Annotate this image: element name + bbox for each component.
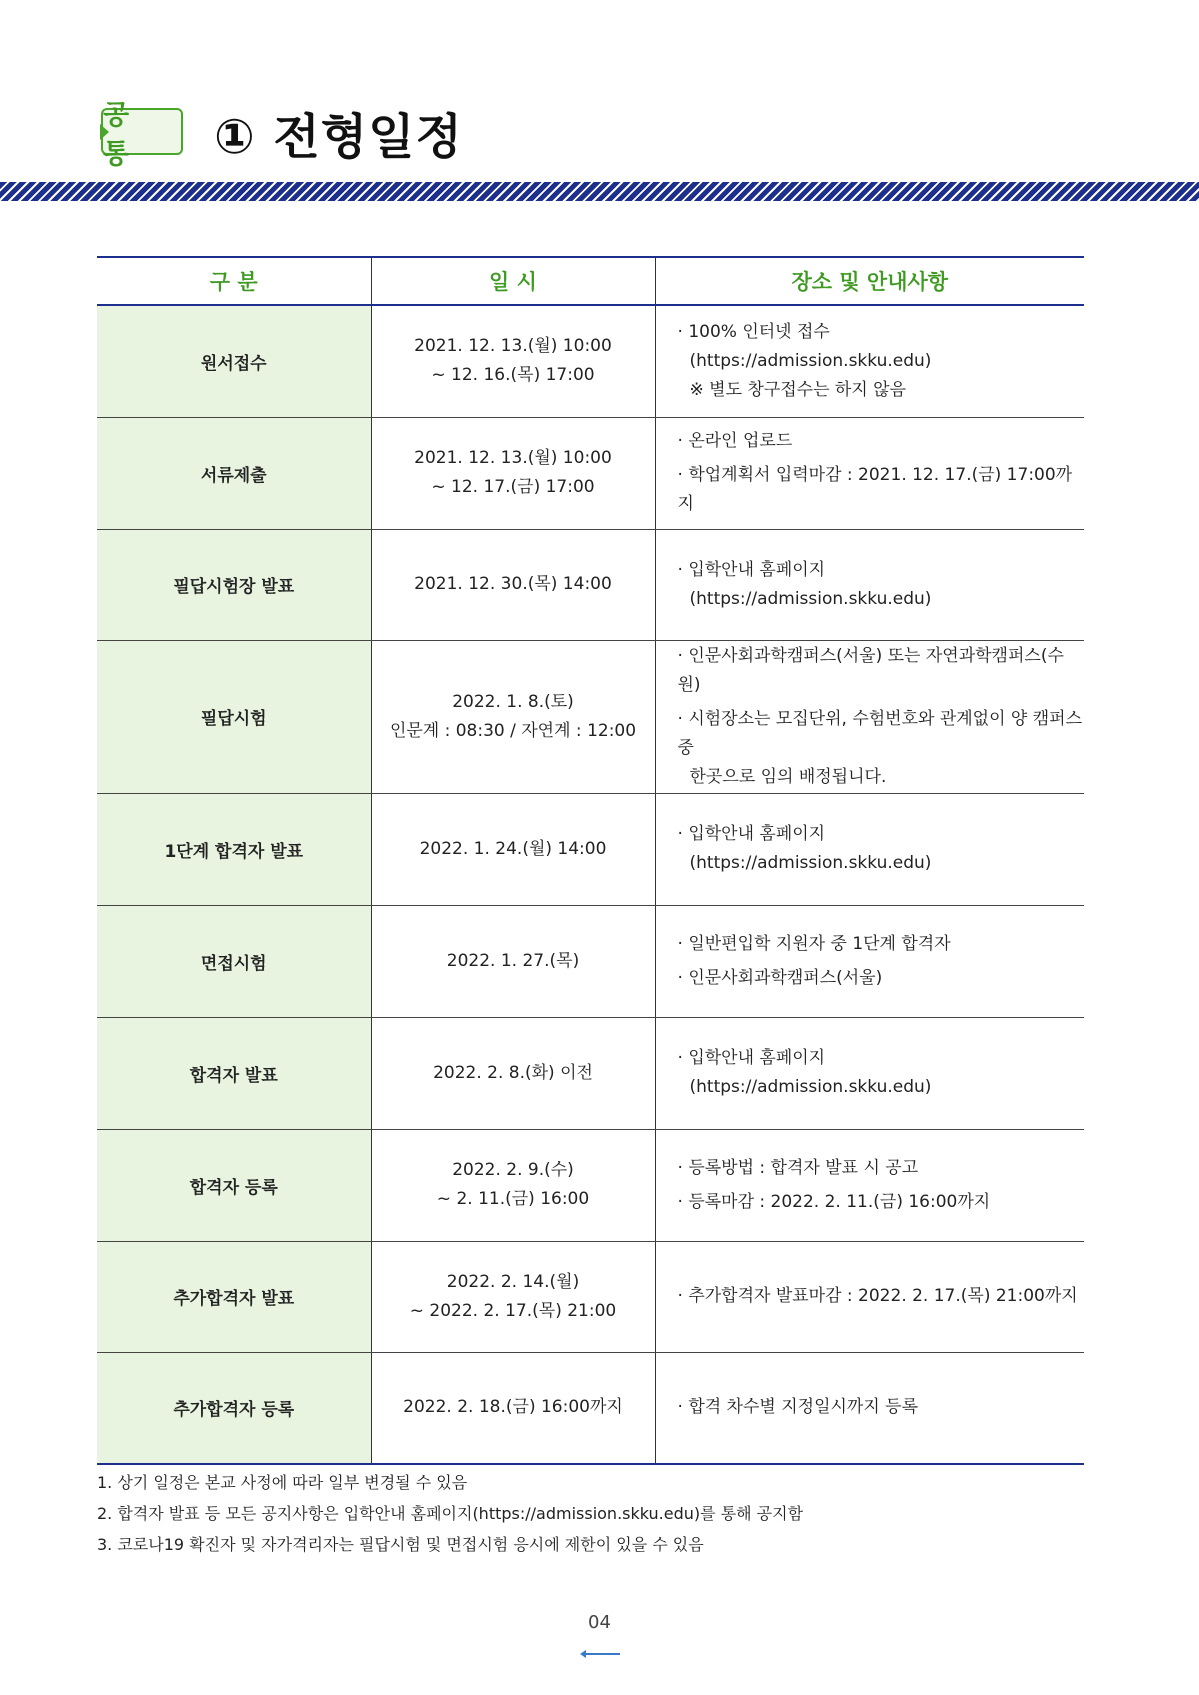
date-line: 2021. 12. 13.(월) 10:00 bbox=[414, 448, 612, 468]
info-line: · 인문사회과학캠퍼스(서울) bbox=[678, 964, 1084, 993]
table-row bbox=[97, 1017, 1084, 1129]
row-category: 서류제출 bbox=[97, 417, 371, 529]
row-date bbox=[371, 529, 655, 640]
badge-arrow-icon bbox=[100, 124, 109, 140]
table-row bbox=[97, 905, 1084, 1017]
row-info bbox=[655, 905, 1084, 1017]
date-line: 2021. 12. 13.(월) 10:00 bbox=[414, 336, 612, 357]
row-date bbox=[371, 640, 655, 793]
table-row bbox=[97, 417, 1084, 529]
info-line: · 등록방법 : 합격자 발표 시 공고 bbox=[678, 1154, 1084, 1183]
row-date bbox=[371, 1352, 655, 1464]
section-badge bbox=[101, 99, 183, 170]
row-category: 면접시험 bbox=[97, 905, 371, 1017]
info-line: · 합격 차수별 지정일시까지 등록 bbox=[678, 1393, 1084, 1422]
row-date bbox=[371, 417, 655, 529]
info-link-text: (https://admission.skku.edu) bbox=[689, 588, 932, 609]
row-info bbox=[655, 1352, 1084, 1464]
date-line: 2022. 1. 8.(토) bbox=[452, 691, 574, 712]
date-line: 2022. 2. 8.(화) 이전 bbox=[433, 1062, 593, 1083]
row-info bbox=[655, 529, 1084, 640]
row-category: 1단계 합격자 발표 bbox=[97, 793, 371, 905]
info-line: ※ 별도 창구접수는 하지 않음 bbox=[689, 379, 907, 400]
date-line: ~ 12. 17.(금) 17:00 bbox=[431, 477, 595, 497]
row-category: 필답시험 bbox=[97, 640, 371, 793]
info-line: · 입학안내 홈페이지 bbox=[678, 820, 1084, 849]
page-ornament-icon bbox=[582, 1653, 620, 1655]
info-link-text: (https://admission.skku.edu) bbox=[689, 350, 932, 371]
row-category: 합격자 발표 bbox=[97, 1017, 371, 1129]
table-row bbox=[97, 1129, 1084, 1241]
row-info bbox=[655, 640, 1084, 793]
date-line: 2022. 1. 24.(월) 14:00 bbox=[419, 838, 607, 859]
row-category: 추가합격자 발표 bbox=[97, 1241, 371, 1352]
date-line: 인문계 : 08:30 / 자연계 : 12:00 bbox=[389, 720, 637, 741]
row-category: 필답시험장 발표 bbox=[97, 529, 371, 640]
footnote: 1. 상기 일정은 본교 사정에 따라 일부 변경될 수 있음 bbox=[97, 1473, 468, 1492]
info-line: · 입학안내 홈페이지 bbox=[678, 556, 1084, 585]
footnote: 3. 코로나19 확진자 및 자가격리자는 필답시험 및 면접시험 응시에 제한이 있을 수 있음 bbox=[97, 1535, 704, 1554]
column-header-date: 일 시 bbox=[371, 257, 655, 305]
row-date bbox=[371, 305, 655, 417]
info-line: · 온라인 업로드 bbox=[678, 427, 1084, 456]
date-line: 2022. 2. 14.(월) bbox=[446, 1271, 580, 1292]
row-category: 원서접수 bbox=[97, 305, 371, 417]
column-header-category: 구 분 bbox=[97, 257, 371, 305]
info-line: · 100% 인터넷 접수 bbox=[678, 318, 1084, 347]
row-info bbox=[655, 1129, 1084, 1241]
table-row bbox=[97, 529, 1084, 640]
info-line: 한곳으로 임의 배정됩니다. bbox=[689, 766, 887, 787]
date-line: ~ 2022. 2. 17.(목) 21:00 bbox=[409, 1300, 617, 1321]
footnotes bbox=[97, 1467, 803, 1560]
page-title: ① 전형일정 bbox=[214, 109, 463, 165]
row-date bbox=[371, 793, 655, 905]
row-info bbox=[655, 793, 1084, 905]
info-line: · 등록마감 : 2022. 2. 11.(금) 16:00까지 bbox=[678, 1188, 1084, 1217]
info-line: · 일반편입학 지원자 중 1단계 합격자 bbox=[678, 930, 1084, 959]
table-row bbox=[97, 1352, 1084, 1464]
date-line: 2022. 2. 18.(금) 16:00까지 bbox=[403, 1397, 623, 1418]
date-line: 2021. 12. 30.(목) 14:00 bbox=[414, 574, 612, 594]
table-header-row bbox=[97, 257, 1084, 305]
table-row bbox=[97, 1241, 1084, 1352]
row-category: 추가합격자 등록 bbox=[97, 1352, 371, 1464]
page-number: 04 bbox=[588, 1612, 611, 1633]
table-row bbox=[97, 793, 1084, 905]
table-row bbox=[97, 640, 1084, 793]
row-date bbox=[371, 1017, 655, 1129]
row-date bbox=[371, 1129, 655, 1241]
date-line: ~ 2. 11.(금) 16:00 bbox=[436, 1189, 590, 1209]
info-line: · 추가합격자 발표마감 : 2022. 2. 17.(목) 21:00까지 bbox=[678, 1282, 1084, 1311]
row-info bbox=[655, 1017, 1084, 1129]
row-info bbox=[655, 305, 1084, 417]
date-line: 2022. 1. 27.(목) bbox=[446, 950, 580, 971]
info-line: · 입학안내 홈페이지 bbox=[678, 1044, 1084, 1073]
row-date bbox=[371, 905, 655, 1017]
header-stripe-divider bbox=[0, 182, 1199, 201]
row-category: 합격자 등록 bbox=[97, 1129, 371, 1241]
date-line: ~ 12. 16.(목) 17:00 bbox=[431, 365, 595, 386]
section-badge-label: 공 통 bbox=[103, 99, 136, 170]
column-header-info: 장소 및 안내사항 bbox=[655, 257, 1084, 305]
info-line: · 학업계획서 입력마감 : 2021. 12. 17.(금) 17:00까지 bbox=[678, 461, 1084, 519]
row-info bbox=[655, 417, 1084, 529]
row-info bbox=[655, 1241, 1084, 1352]
info-line: · 시험장소는 모집단위, 수험번호와 관계없이 양 캠퍼스 중 bbox=[678, 705, 1084, 763]
info-link-text: (https://admission.skku.edu) bbox=[689, 853, 932, 873]
info-line: · 인문사회과학캠퍼스(서울) 또는 자연과학캠퍼스(수원) bbox=[678, 642, 1084, 700]
date-line: 2022. 2. 9.(수) bbox=[452, 1160, 574, 1180]
info-link-text: (https://admission.skku.edu) bbox=[689, 1077, 932, 1097]
footnote: 2. 합격자 발표 등 모든 공지사항은 입학안내 홈페이지(https://admission.skku.edu)를 통해 공지함 bbox=[97, 1504, 804, 1523]
table-row bbox=[97, 305, 1084, 417]
schedule-table bbox=[97, 256, 1084, 1465]
row-date bbox=[371, 1241, 655, 1352]
